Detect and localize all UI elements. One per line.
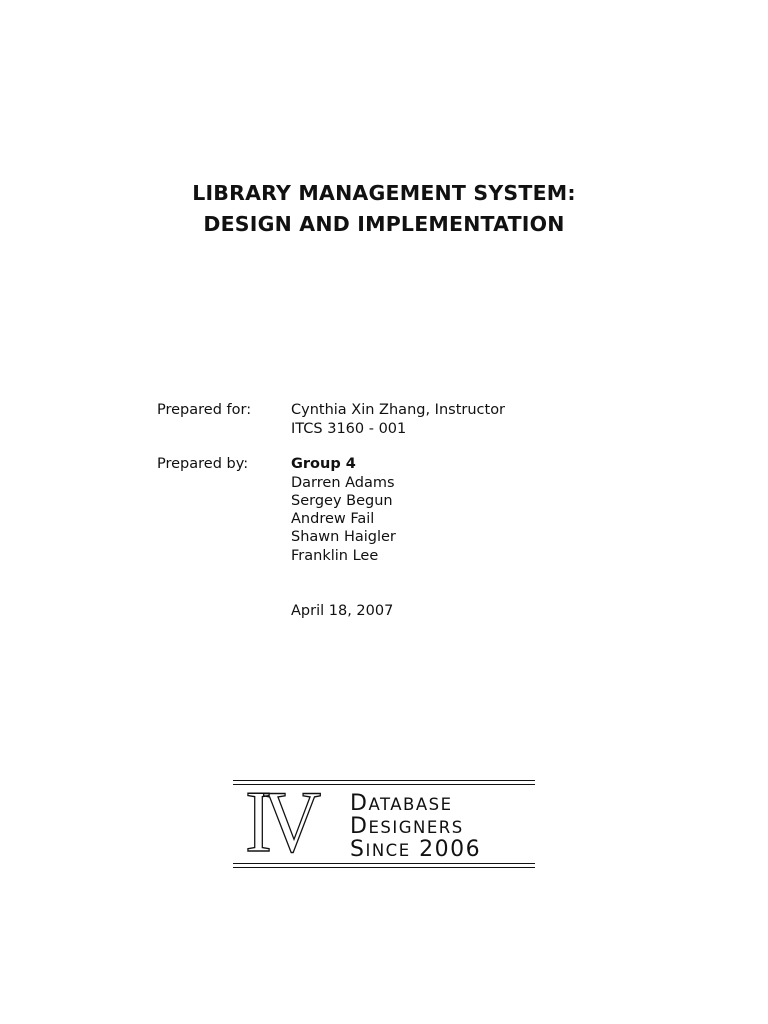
title-line-2: DESIGN AND IMPLEMENTATION [203, 212, 565, 236]
member-name: Sergey Begun [291, 493, 393, 509]
logo-line-3: SINCE 2006 [350, 837, 482, 862]
member-name: Franklin Lee [291, 548, 379, 564]
logo-wordmark [350, 793, 481, 862]
course-code: ITCS 3160 - 001 [291, 421, 407, 437]
prepared-by-label: Prepared by: [157, 456, 249, 472]
title-line-1: LIBRARY MANAGEMENT SYSTEM: [192, 181, 576, 205]
instructor-name: Cynthia Xin Zhang, Instructor [291, 402, 506, 418]
member-name: Andrew Fail [291, 511, 375, 527]
company-logo [233, 774, 535, 871]
member-name: Darren Adams [291, 475, 395, 491]
document-title [0, 178, 768, 240]
logo-numeral: IV [245, 774, 313, 871]
member-name: Shawn Haigler [291, 529, 396, 545]
prepared-for-label: Prepared for: [157, 402, 252, 418]
logo-line-1: DATABASE [350, 791, 453, 816]
logo-line-2: DESIGNERS [350, 814, 464, 839]
group-name: Group 4 [291, 456, 356, 472]
document-date: April 18, 2007 [291, 603, 394, 619]
